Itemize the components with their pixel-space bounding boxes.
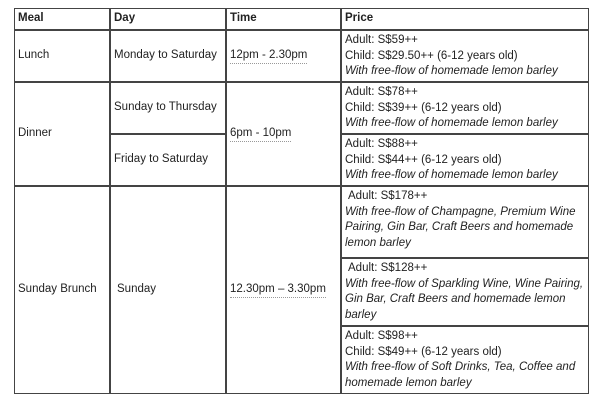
header-day <box>110 8 226 30</box>
brunch-time: 12.30pm – 3.30pm <box>230 282 326 299</box>
brunch-price-cell-2 <box>341 258 589 326</box>
header-price-label: Price <box>345 12 374 25</box>
lunch-time-cell <box>226 30 341 82</box>
header-time <box>226 8 341 30</box>
brunch-child-price-3: Child: S$49++ (6-12 years old) <box>345 345 502 358</box>
dinner-price-cell-1 <box>341 82 589 134</box>
dinner-day-1: Sunday to Thursday <box>114 101 217 114</box>
dinner-price-note-1: With free-flow of homemade lemon barley <box>345 117 558 129</box>
brunch-adult-price-1: Adult: S$178++ <box>348 190 428 202</box>
brunch-price-cell-3 <box>341 326 589 394</box>
lunch-meal: Lunch <box>18 49 50 62</box>
dinner-time: 6pm - 10pm <box>230 126 291 143</box>
header-price <box>341 8 589 30</box>
lunch-meal-cell <box>14 30 110 82</box>
dinner-child-price-2: Child: S$44++ (6-12 years old) <box>345 153 502 166</box>
brunch-adult-price-2: Adult: S$128++ <box>348 262 428 274</box>
brunch-price-note-2: With free-flow of Sparkling Wine, Wine Pairing, Gin Bar, Craft Beers and homemade lemon barley <box>345 277 584 321</box>
lunch-day: Monday to Saturday <box>114 49 217 62</box>
dinner-price-note-2: With free-flow of homemade lemon barley <box>345 169 558 181</box>
dinner-day-cell-1 <box>110 82 226 134</box>
lunch-price-note: With free-flow of homemade lemon barley <box>345 65 558 77</box>
brunch-day: Sunday <box>117 283 157 296</box>
header-meal <box>14 8 110 30</box>
dinner-meal-cell <box>14 82 110 186</box>
brunch-price-note-3: With free-flow of Soft Drinks, Tea, Coffee and homemade lemon barley <box>345 361 576 389</box>
lunch-child-price: Child: S$29.50++ (6-12 years old) <box>345 49 518 62</box>
dinner-price-cell-2 <box>341 134 589 186</box>
brunch-meal-cell <box>14 186 110 394</box>
dinner-adult-price-2: Adult: S$88++ <box>345 138 418 150</box>
dinner-adult-price-1: Adult: S$78++ <box>345 86 418 98</box>
header-meal-label: Meal <box>18 12 44 25</box>
brunch-time-cell <box>226 186 341 394</box>
dinner-meal: Dinner <box>18 127 52 140</box>
dinner-child-price-1: Child: S$39++ (6-12 years old) <box>345 101 502 114</box>
lunch-adult-price: Adult: S$59++ <box>345 34 418 46</box>
brunch-meal: Sunday Brunch <box>18 283 97 296</box>
lunch-price-cell <box>341 30 589 82</box>
dinner-time-cell <box>226 82 341 186</box>
dinner-day-cell-2 <box>110 134 226 186</box>
dinner-day-2: Friday to Saturday <box>114 153 208 166</box>
header-time-label: Time <box>230 12 257 25</box>
lunch-day-cell <box>110 30 226 82</box>
lunch-time: 12pm - 2.30pm <box>230 48 307 65</box>
brunch-price-note-1: With free-flow of Champagne, Premium Wine Pairing, Gin Bar, Craft Beers and homemade lemon barley <box>345 205 576 249</box>
brunch-price-cell-1 <box>341 186 589 258</box>
brunch-day-cell <box>110 186 226 394</box>
header-day-label: Day <box>114 12 136 25</box>
brunch-adult-price-3: Adult: S$98++ <box>345 330 418 342</box>
